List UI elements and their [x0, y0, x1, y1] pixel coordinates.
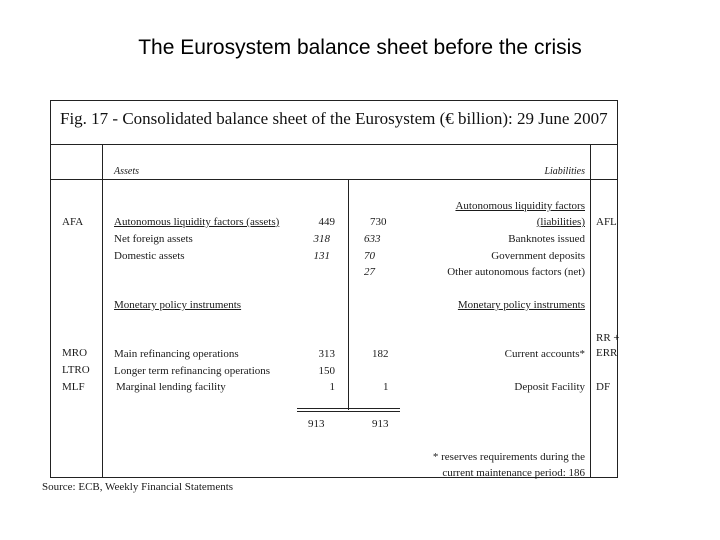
balance-sheet-figure — [50, 100, 618, 480]
asset-value-ltro: 150 — [318, 365, 335, 377]
frame-top-line — [50, 100, 618, 101]
liability-label-banknotes: Banknotes issued — [508, 233, 585, 245]
code-mro: MRO — [62, 347, 88, 359]
code-afa: AFA — [62, 216, 84, 228]
code-ltro: LTRO — [62, 364, 90, 376]
liability-value-banknotes: 633 — [364, 233, 381, 245]
slide-title: The Eurosystem balance sheet before the crisis — [138, 36, 582, 59]
code-rr: RR + — [596, 332, 620, 344]
asset-value-mlf: 1 — [329, 381, 335, 393]
totals-rule-lower — [297, 411, 400, 412]
left-code-column-line — [102, 145, 103, 478]
monetary-assets-header: Monetary policy instruments — [114, 299, 242, 311]
assets-header: Assets — [114, 166, 139, 177]
asset-label-autonomous: Autonomous liquidity factors (assets) — [114, 216, 280, 228]
asset-label-domestic: Domestic assets — [114, 250, 185, 262]
footnote-line2: current maintenance period: 186 — [442, 467, 585, 479]
liability-label-deposit-facility: Deposit Facility — [514, 381, 585, 393]
asset-value-domestic: 131 — [313, 250, 330, 262]
frame-left-line — [50, 100, 51, 478]
monetary-liabilities-header: Monetary policy instruments — [457, 299, 585, 311]
asset-label-ltro: Longer term refinancing operations — [114, 365, 271, 377]
asset-value-autonomous: 449 — [318, 216, 335, 228]
code-df: DF — [596, 381, 611, 393]
code-mlf: MLF — [62, 381, 85, 393]
asset-label-mro: Main refinancing operations — [114, 348, 239, 360]
liability-label-other: Other autonomous factors (net) — [447, 266, 585, 278]
liability-label-current-accounts: Current accounts* — [504, 348, 585, 360]
code-afl: AFL — [596, 216, 617, 228]
liability-value-autonomous: 730 — [370, 216, 387, 228]
liability-value-government: 70 — [364, 250, 375, 262]
footnote-line1: * reserves requirements during the — [432, 451, 585, 463]
title-bottom-line — [50, 144, 618, 145]
asset-label-mlf: Marginal lending facility — [116, 381, 226, 393]
totals-rule-upper — [297, 408, 400, 409]
total-liabilities: 913 — [372, 418, 389, 430]
right-code-column-line — [590, 145, 591, 478]
total-assets: 913 — [308, 418, 325, 430]
liability-label-government: Government deposits — [491, 250, 585, 262]
source-note: Source: ECB, Weekly Financial Statements — [42, 481, 234, 493]
liability-label-autonomous-line1: Autonomous liquidity factors — [455, 200, 585, 212]
asset-value-mro: 313 — [318, 348, 335, 360]
center-divider-line — [348, 180, 349, 410]
liability-value-deposit-facility: 1 — [383, 381, 389, 393]
liabilities-header: Liabilities — [544, 166, 585, 177]
figure-title: Fig. 17 - Consolidated balance sheet of the Eurosystem (€ billion): 29 June 2007 — [60, 109, 608, 128]
liability-label-autonomous-line2: (liabilities) — [536, 216, 585, 228]
code-err: ERR — [596, 347, 618, 359]
asset-label-net-foreign: Net foreign assets — [114, 233, 193, 245]
frame-right-line — [617, 100, 618, 478]
liability-value-other: 27 — [364, 266, 375, 278]
liability-value-current-accounts: 182 — [372, 348, 389, 360]
header-bottom-line — [50, 179, 618, 180]
asset-value-net-foreign: 318 — [313, 233, 330, 245]
